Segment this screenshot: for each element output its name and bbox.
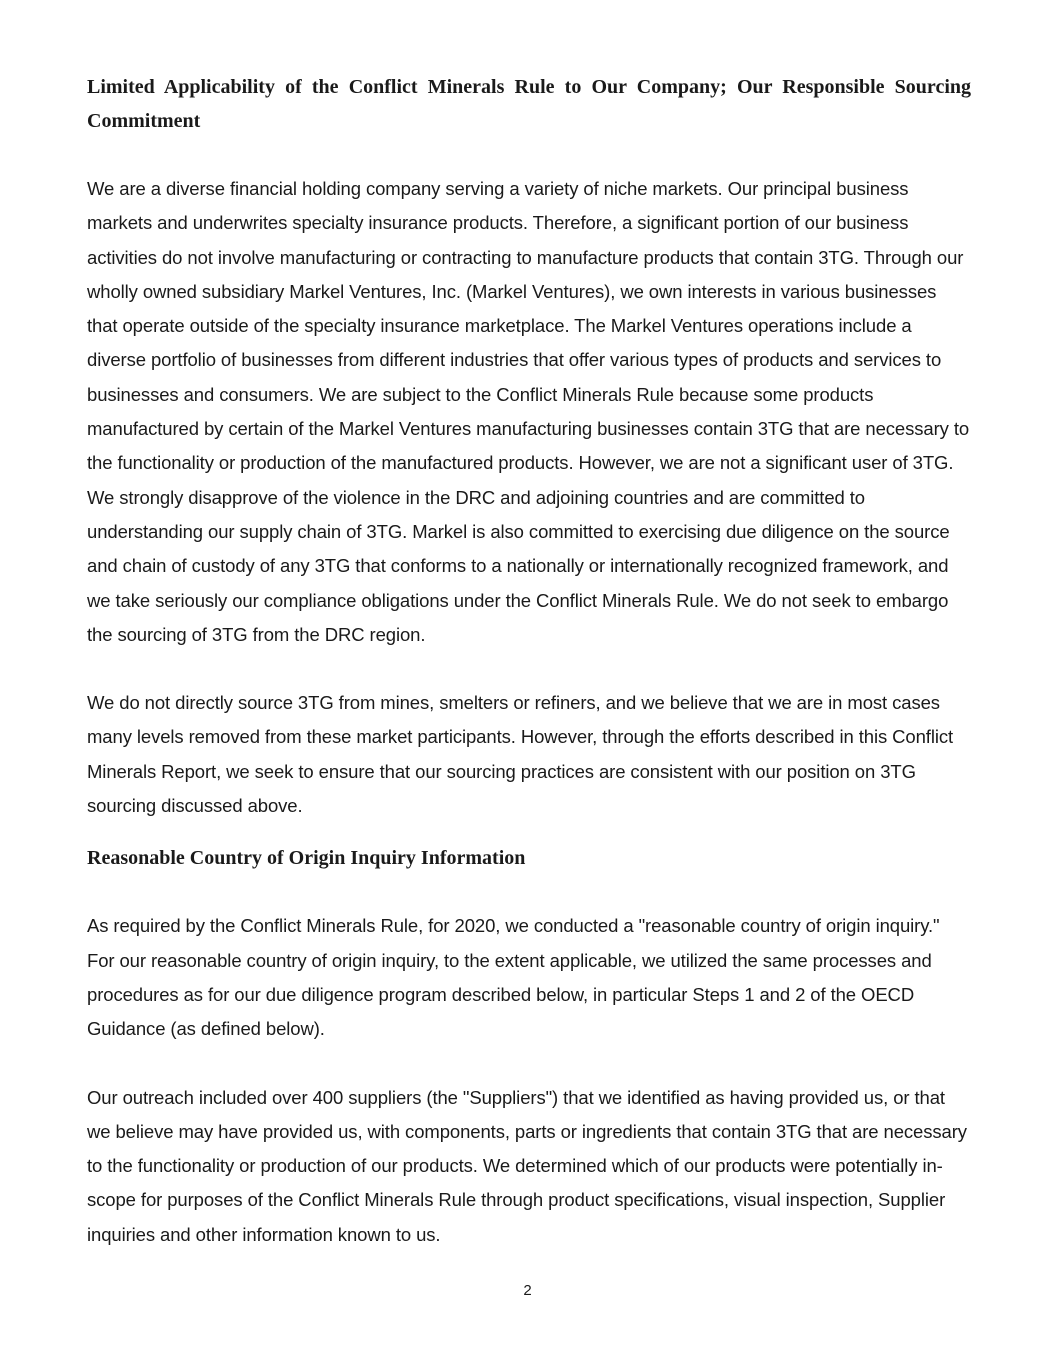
section-heading-limited-applicability: Limited Applicability of the Conflict Minerals Rule to Our Company; Our Responsible Sourcing Commitment bbox=[87, 76, 971, 132]
paragraph-company-overview: We are a diverse financial holding company serving a variety of niche markets. Our principal business markets and underwrites specialty insurance products. Therefore, a significant portion of our business activities do not involve manufacturing or contracting to manufacture products that contain 3TG. Through our wholly owned subsidiary Markel Ventures, Inc. (Markel Ventures), we own interests in various businesses that operate outside of the specialty insurance marketplace. The Markel Ventures operations include a diverse portfolio of businesses from different industries that offer various types of products and services to businesses and consumers. We are subject to the Conflict Minerals Rule because some products manufactured by certain of the Markel Ventures manufacturing businesses contain 3TG that are necessary to the functionality or production of the manufactured products. However, we are not a significant user of 3TG. We strongly disapprove of the violence in the DRC and adjoining countries and are committed to understanding our supply chain of 3TG. Markel is also committed to exercising due diligence on the source and chain of custody of any 3TG that conforms to a nationally or internationally recognized framework, and we take seriously our compliance obligations under the Conflict Minerals Rule. We do not seek to embargo the sourcing of 3TG from the DRC region. bbox=[87, 178, 970, 645]
paragraph-supplier-outreach: Our outreach included over 400 suppliers (the "Suppliers") that we identified as having provided us, or that we believe may have provided us, with components, parts or ingredients that contain 3TG that are necessary to the functionality or production of our products. We determined which of our products were potentially in-scope for purposes of the Conflict Minerals Rule through product specifications, visual inspection, Supplier inquiries and other information known to us. bbox=[87, 1086, 967, 1245]
paragraph-rcoi-requirement: As required by the Conflict Minerals Rule, for 2020, we conducted a "reasonable country of origin inquiry." For our reasonable country of origin inquiry, to the extent applicable, we utilized the same processes and procedures as for our due diligence program described below, in particular Steps 1 and 2 of the OECD Guidance (as defined below). bbox=[87, 915, 940, 1040]
page-number: 2 bbox=[523, 1282, 532, 1299]
section-heading-rcoi: Reasonable Country of Origin Inquiry Information bbox=[87, 847, 526, 870]
paragraph-sourcing-position: We do not directly source 3TG from mines, smelters or refiners, and we believe that we are in most cases many levels removed from these market participants. However, through the efforts described in this Conflict Minerals Report, we seek to ensure that our sourcing practices are consistent with our position on 3TG sourcing discussed above. bbox=[87, 692, 954, 817]
document-page bbox=[87, 70, 971, 1252]
